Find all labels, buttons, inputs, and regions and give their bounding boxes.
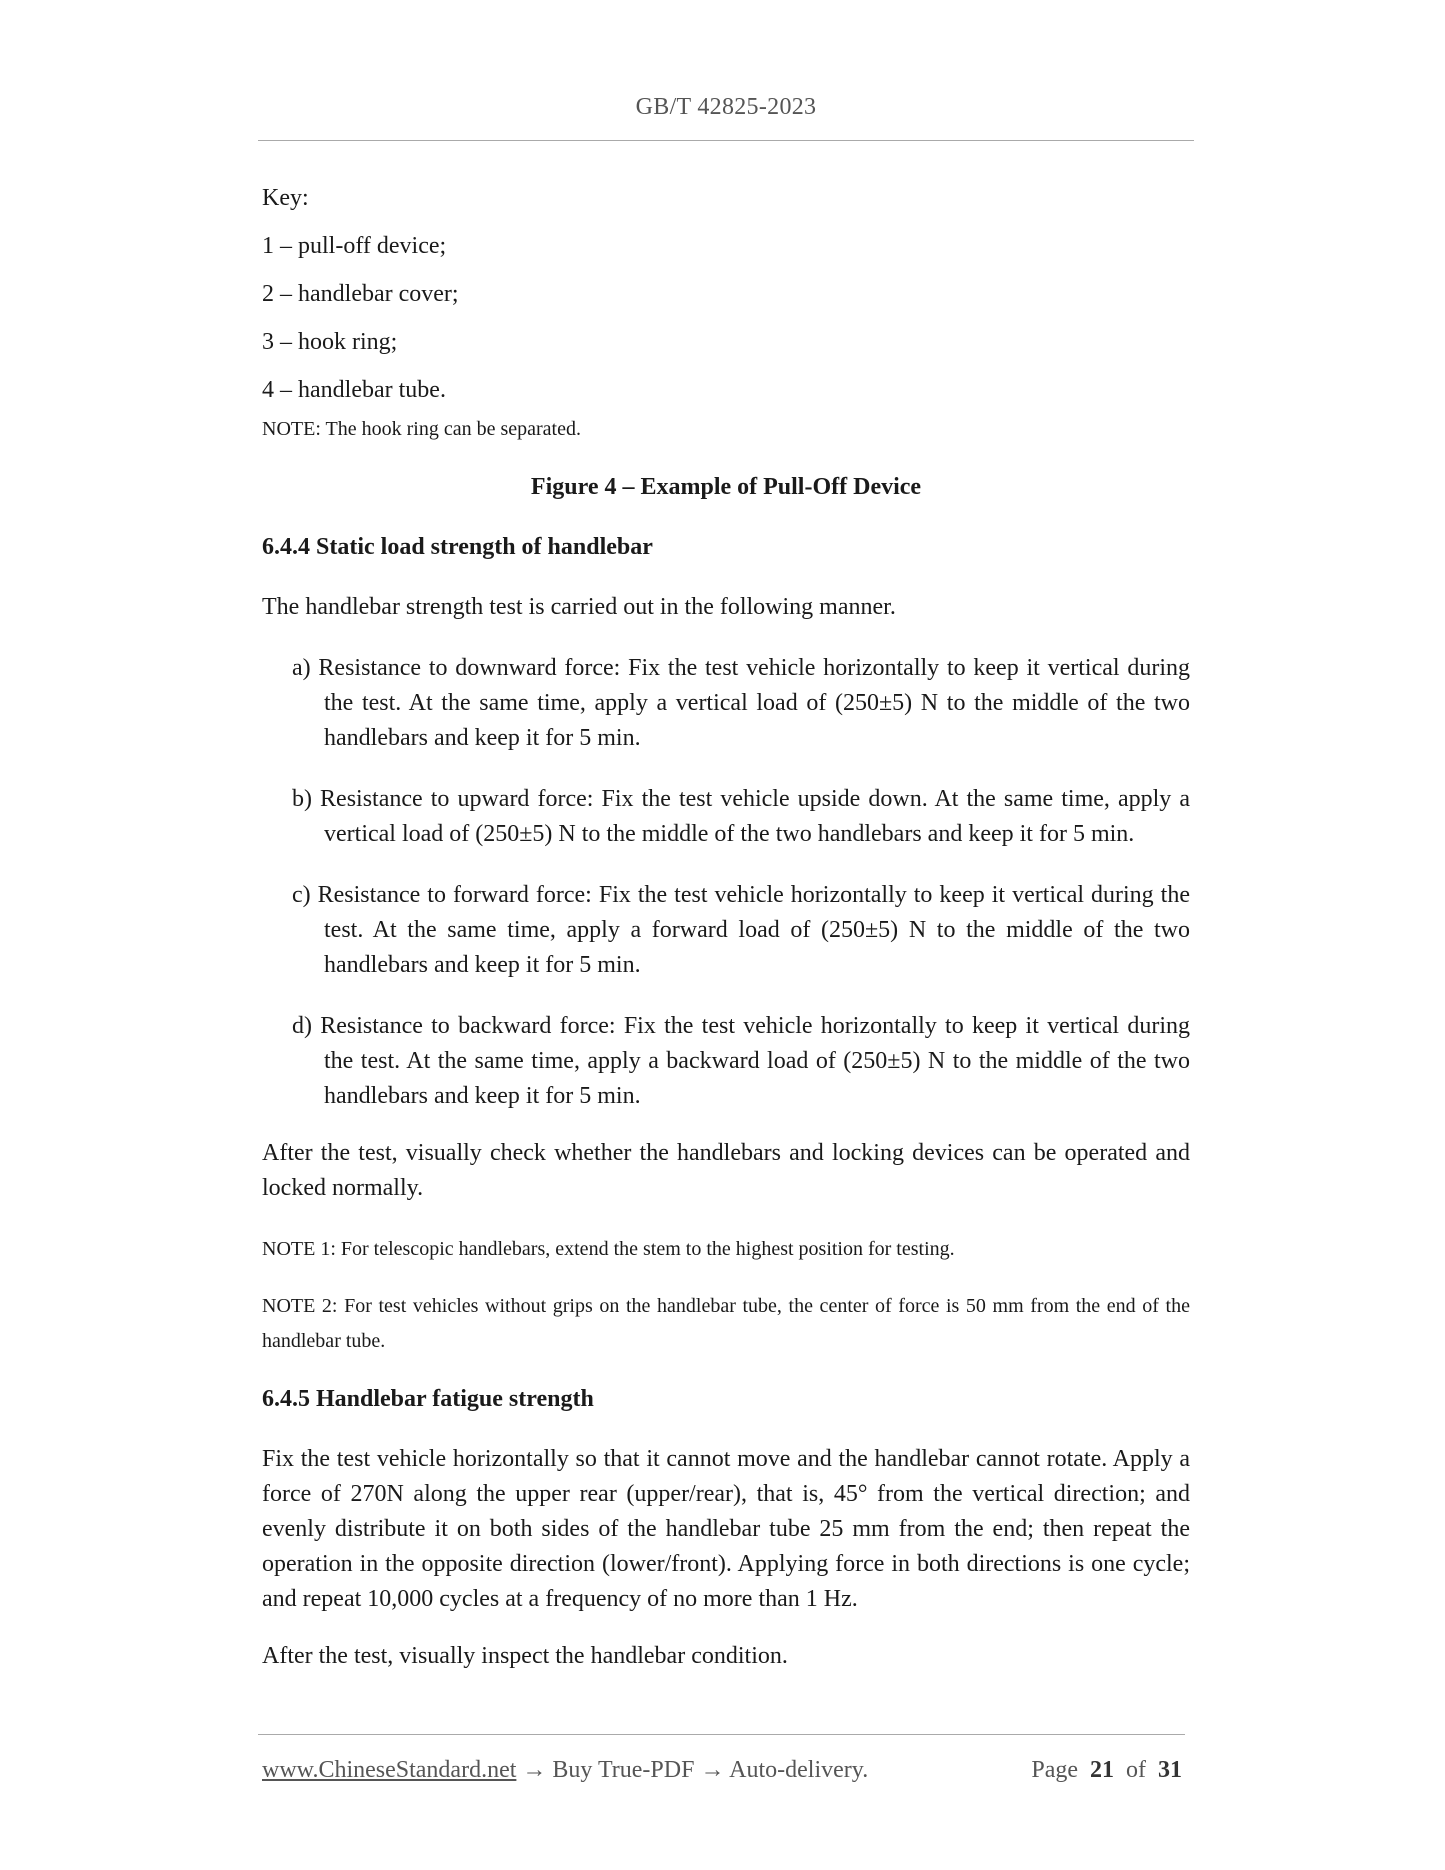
total-pages: 31 — [1158, 1757, 1182, 1783]
of-label: of — [1126, 1757, 1146, 1783]
footer-divider — [258, 1734, 1185, 1735]
page-number: 21 — [1090, 1757, 1114, 1783]
arrow-right-icon: → — [700, 1757, 725, 1783]
section-heading-6-4-4: 6.4.4 Static load strength of handlebar — [262, 534, 653, 560]
fatigue-paragraph: Fix the test vehicle horizontally so that it cannot move and the handlebar cannot rotate. Apply a force of 270N along the upper rear (upper/rear), that is, 45° from the vertical direction; and evenly distribute it on both sides of the handlebar tube 25 mm from the end; then repeat the operation in the opposite direction (lower/front). Applying force in both directions is one cycle; and repeat 10,000 cycles at a frequency of no more than 1 Hz. — [262, 1446, 1190, 1612]
key-item: 2 – handlebar cover; — [262, 281, 459, 307]
list-item-b: b) Resistance to upward force: Fix the test vehicle upside down. At the same time, apply a vertical load of (250±5) N to the middle of the two handlebars and keep it for 5 min. — [292, 786, 1190, 847]
page-content — [262, 182, 1190, 1674]
section-intro: The handlebar strength test is carried out in the following manner. — [262, 594, 896, 620]
key-item: 1 – pull-off device; — [262, 233, 447, 259]
page-indicator — [1031, 1754, 1182, 1786]
footer-links — [262, 1754, 868, 1786]
buy-pdf-text: Buy True-PDF — [552, 1757, 695, 1783]
site-link[interactable]: www.ChineseStandard.net — [262, 1757, 517, 1783]
auto-delivery-text: Auto-delivery. — [729, 1757, 869, 1783]
list-item-a: a) Resistance to downward force: Fix the test vehicle horizontally to keep it vertical during the test. At the same time, apply a vertical load of (250±5) N to the middle of the two handlebars and keep it for 5 min. — [292, 655, 1190, 751]
fatigue-after-paragraph: After the test, visually inspect the handlebar condition. — [262, 1643, 788, 1669]
section-heading-6-4-5: 6.4.5 Handlebar fatigue strength — [262, 1386, 594, 1412]
test-procedure-list — [262, 651, 1190, 1114]
key-item: 4 – handlebar tube. — [262, 377, 446, 403]
arrow-right-icon: → — [522, 1757, 547, 1783]
header-title: GB/T 42825-2023 — [635, 94, 817, 120]
header-divider — [258, 140, 1194, 141]
list-item-c: c) Resistance to forward force: Fix the test vehicle horizontally to keep it vertical during the test. At the same time, apply a forward load of (250±5) N to the middle of the two handlebars and keep it for 5 min. — [292, 882, 1190, 978]
note-1: NOTE 1: For telescopic handlebars, extend the stem to the highest position for testing. — [262, 1238, 955, 1260]
list-item-d: d) Resistance to backward force: Fix the test vehicle horizontally to keep it vertical during the test. At the same time, apply a backward load of (250±5) N to the middle of the two handlebars and keep it for 5 min. — [292, 1013, 1190, 1109]
key-label: Key: — [262, 185, 309, 211]
key-item: 3 – hook ring; — [262, 329, 398, 355]
note-2: NOTE 2: For test vehicles without grips on the handlebar tube, the center of force is 50 mm from the end of the handlebar tube. — [262, 1295, 1190, 1352]
post-test-paragraph: After the test, visually check whether the handlebars and locking devices can be operated and locked normally. — [262, 1140, 1190, 1201]
page-label: Page — [1031, 1757, 1078, 1783]
key-note: NOTE: The hook ring can be separated. — [262, 418, 581, 440]
figure-caption: Figure 4 – Example of Pull-Off Device — [530, 474, 922, 500]
